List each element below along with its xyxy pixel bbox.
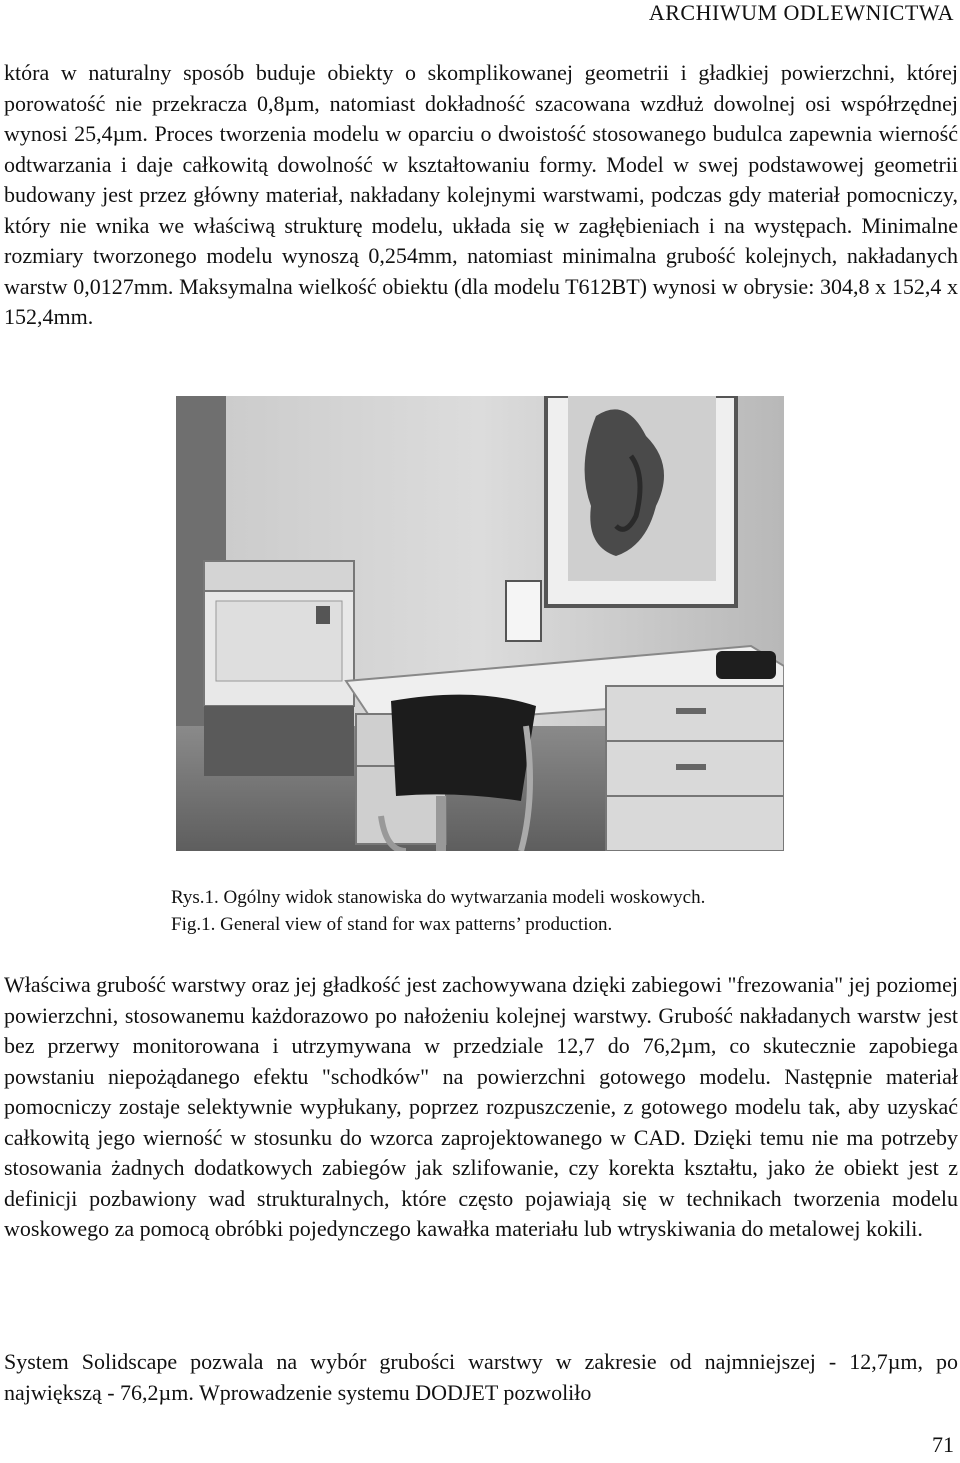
body-paragraph-2: Właściwa grubość warstwy oraz jej gładkość jest zachowywana dzięki zabiegowi "frezowania" jej poziomej powierzchni, stosowanemu każdorazowo po nałożeniu kolejnej warstwy. Grubość nakładanych warstw jest bez przerwy monitorowana i utrzymywana w przedziale 12,7 do 76,2µm, co skutecznie zapobiega powstaniu niepożądanego efektu "schodków" na powierzchni gotowego modelu. Następnie materiał pomocniczy zostaje selektywnie wypłukany, poprzez rozpuszczenie, z gotowego modelu tak, aby uzyskać całkowitą jego wierność w stosunku do wzorca zaprojektowanego w CAD. Dzięki temu nie ma potrzeby stosowania żadnych dodatkowych zabiegów jak szlifowanie, czy korekta kształtu, jako że obiekt jest z definicji pozbawiony wad strukturalnych, które często pojawiają się w technikach tworzenia modelu woskowego za pomocą obróbki pojedynczego kawałka materiału lub wtryskiwania do metalowej kokili.: [4, 972, 958, 1241]
body-paragraph-3: System Solidscape pozwala na wybór grubości warstwy w zakresie od najmniejszej - 12,7µm, po największą - 76,2µm. Wprowadzenie systemu DODJET pozwoliło: [4, 1349, 958, 1405]
page-number: 71: [932, 1432, 954, 1457]
body-paragraph-1: która w naturalny sposób buduje obiekty o skomplikowanej geometrii i gładkiej powierzchni, której porowatość nie przekracza 0,8µm, natomiast dokładność szacowana wzdłuż dowolnej osi współrzędnej wynosi 25,4µm. Proces tworzenia modelu w oparciu o dwoistość stosowanego budulca zapewnia wierność odtwarzania i daje całkowitą dowolność w kształtowaniu formy. Model w swej podstawowej geometrii budowany jest przez główny materiał, nakładany kolejnymi warstwami, podczas gdy materiał pomocniczy, który nie wnika we właściwą strukturę modelu, układa się w zagłębieniach i na występach. Minimalne rozmiary tworzonego modelu wynoszą 0,254mm, natomiast minimalna grubość kolejnych, nakładanych warstw 0,0127mm. Maksymalna wielkość obiektu (dla modelu T612BT) wynosi w obrysie: 304,8 x 152,4 x 152,4mm.: [4, 60, 958, 329]
figure-caption-pl: Rys.1. Ogólny widok stanowiska do wytwarzania modeli woskowych.: [171, 887, 706, 908]
figure-photo-workstation: [176, 396, 784, 851]
figure-caption-en: Fig.1. General view of stand for wax patterns’ production.: [171, 914, 613, 935]
journal-header: ARCHIWUM ODLEWNICTWA: [648, 0, 954, 25]
